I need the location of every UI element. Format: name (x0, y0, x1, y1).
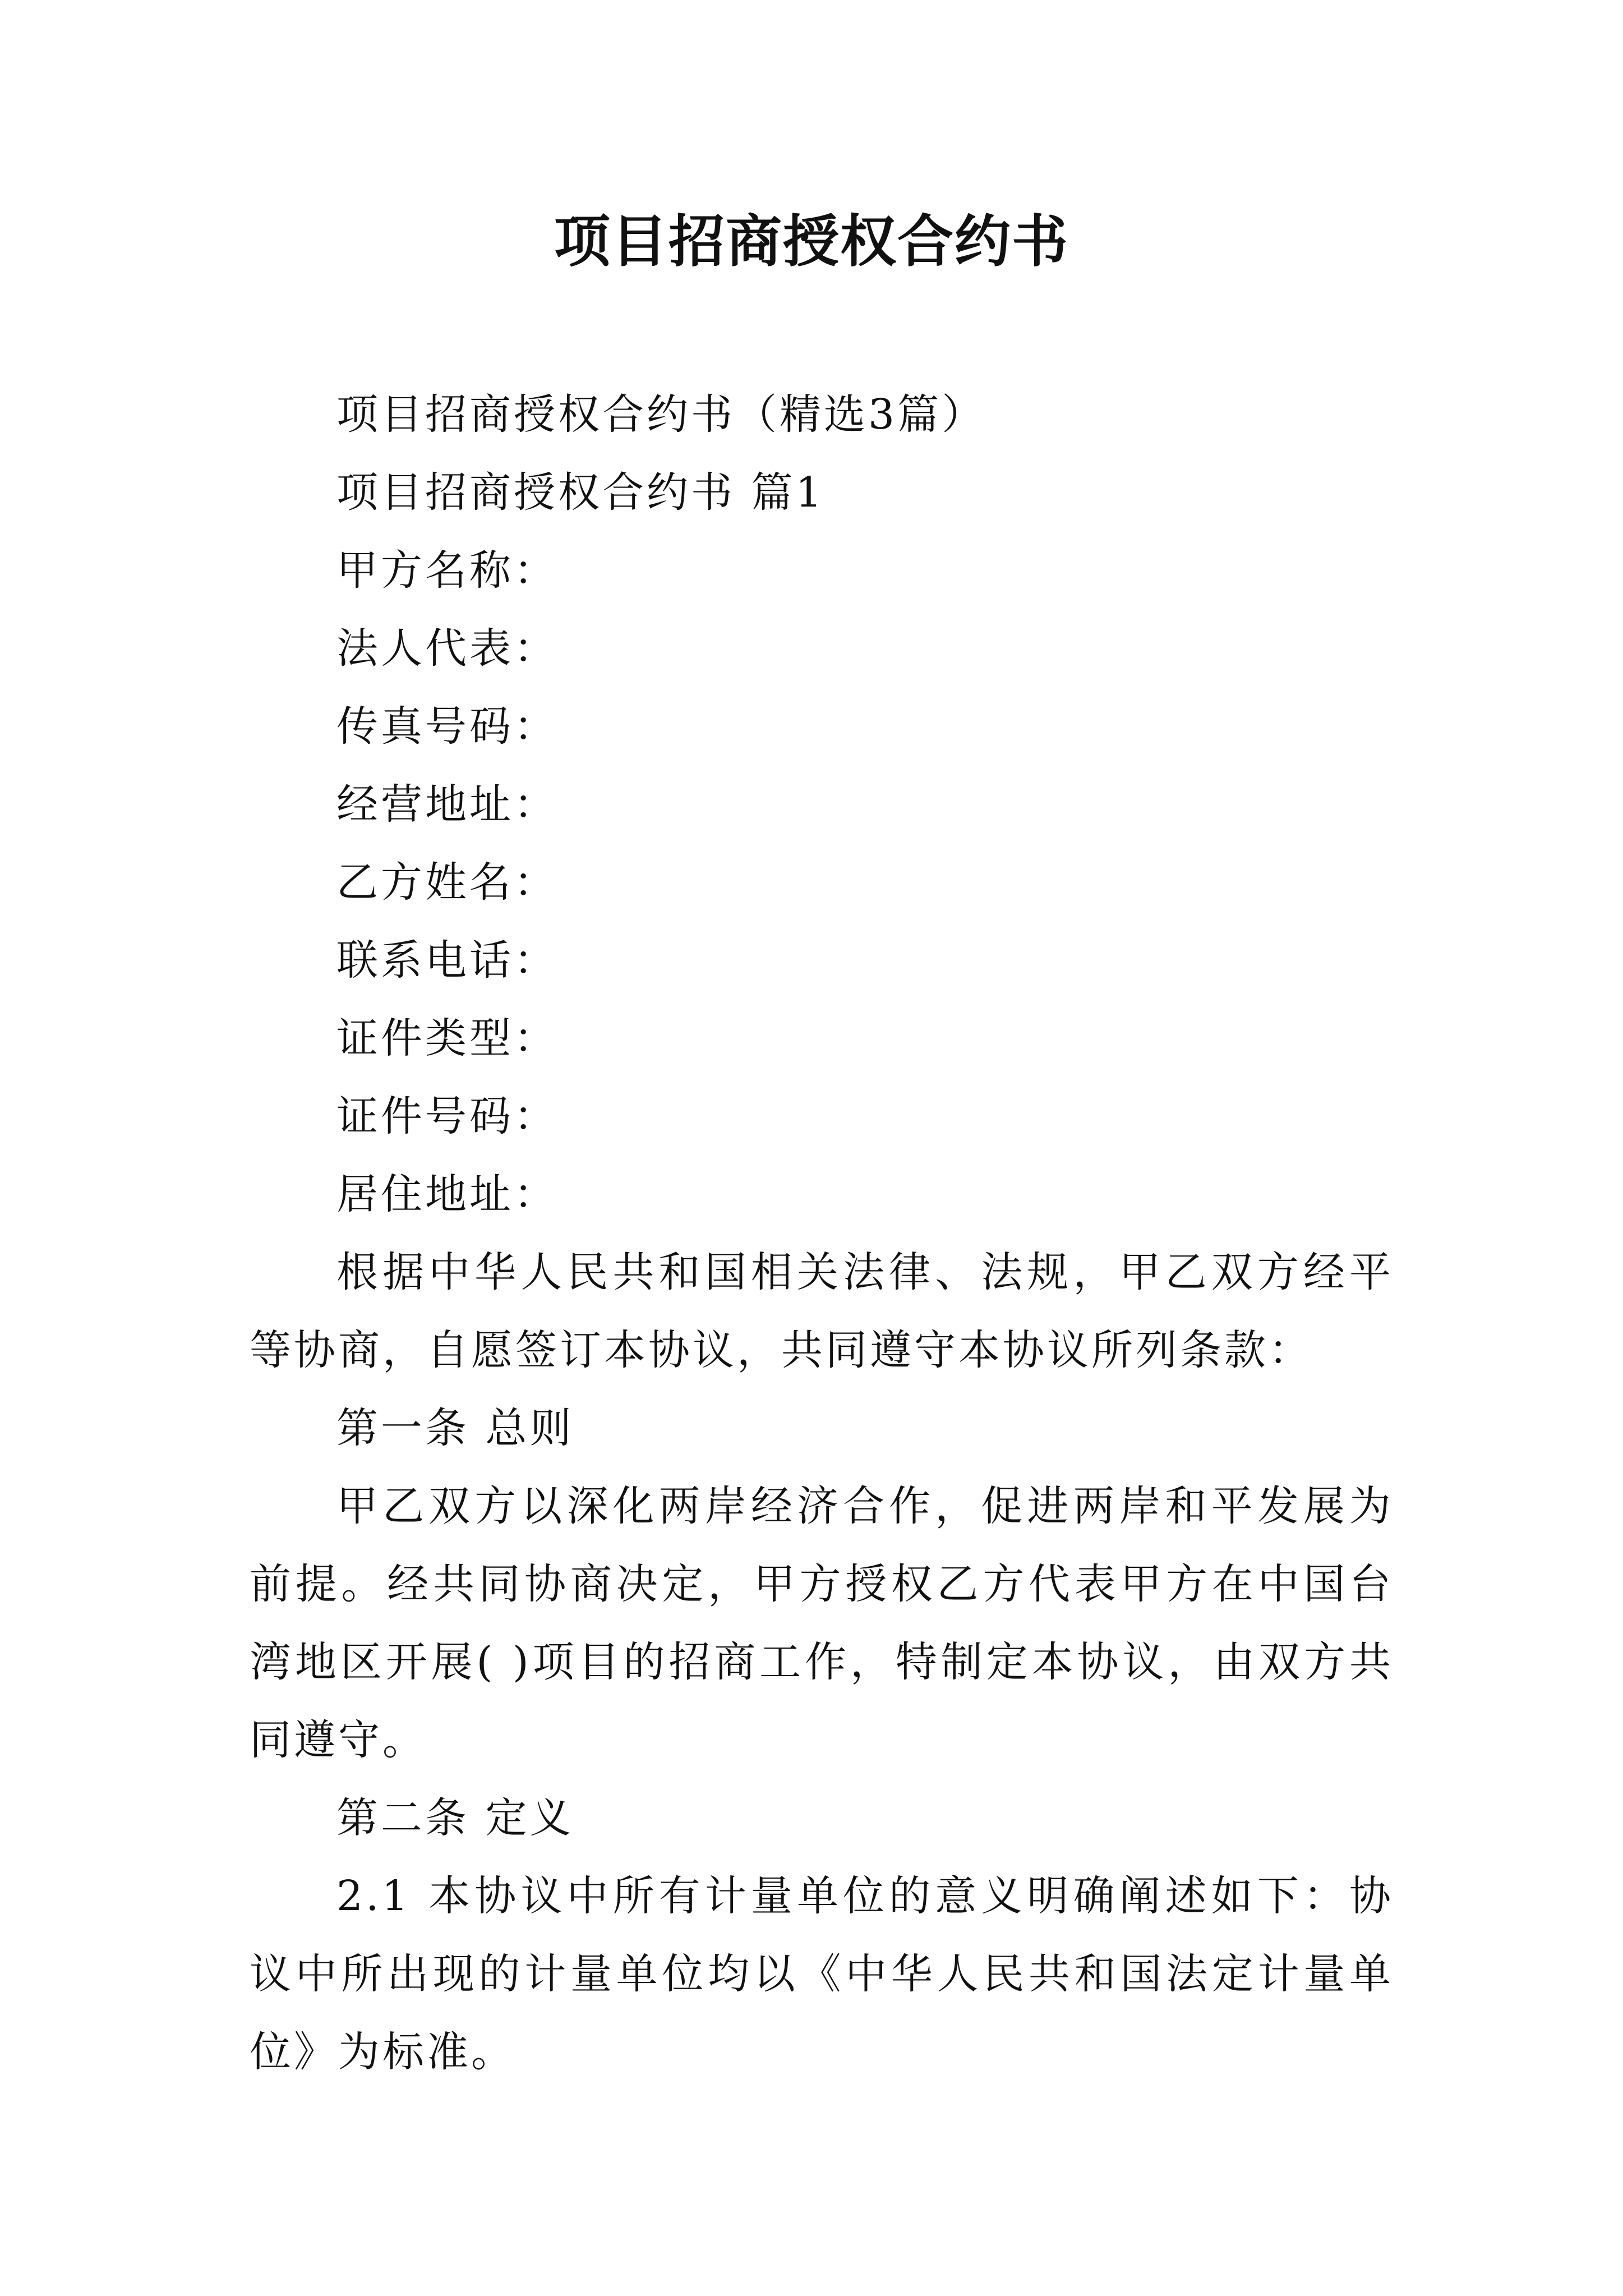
fax-number-field: 传真号码： (336, 702, 558, 751)
legal-representative-field: 法人代表： (336, 624, 558, 673)
document-body (250, 376, 1394, 2091)
subtitle-paragraph: 项目招商授权合约书（精选3篇） (336, 390, 986, 439)
article-1-paragraph: 甲乙双方以深化两岸经济合作，促进两岸和平发展为前提。经共同协商决定，甲方授权乙方代表甲方在中国台湾地区开展( )项目的招商工作，特制定本协议，由双方共同遵守。 (250, 1482, 1394, 1764)
article-2-heading: 第二条 定义 (336, 1794, 574, 1842)
contact-phone-field: 联系电话： (336, 936, 558, 984)
id-type-field: 证件类型： (336, 1014, 558, 1062)
section-heading-part-1: 项目招商授权合约书 篇1 (336, 468, 825, 517)
business-address-field: 经营地址： (336, 780, 558, 829)
id-number-field: 证件号码： (336, 1092, 558, 1140)
document-title: 项目招商授权合约书 (554, 208, 1069, 274)
preamble-paragraph: 根据中华人民共和国相关法律、法规，甲乙双方经平等协商，自愿签订本协议，共同遵守本协议所列条款： (250, 1248, 1394, 1374)
party-a-name-field: 甲方名称： (336, 546, 558, 595)
party-b-name-field: 乙方姓名： (336, 858, 558, 907)
article-1-heading: 第一条 总则 (336, 1404, 574, 1452)
residential-address-field: 居住地址： (336, 1170, 558, 1218)
article-2-1-paragraph: 2.1 本协议中所有计量单位的意义明确阐述如下：协议中所出现的计量单位均以《中华人民共和国法定计量单位》为标准。 (250, 1872, 1394, 2076)
